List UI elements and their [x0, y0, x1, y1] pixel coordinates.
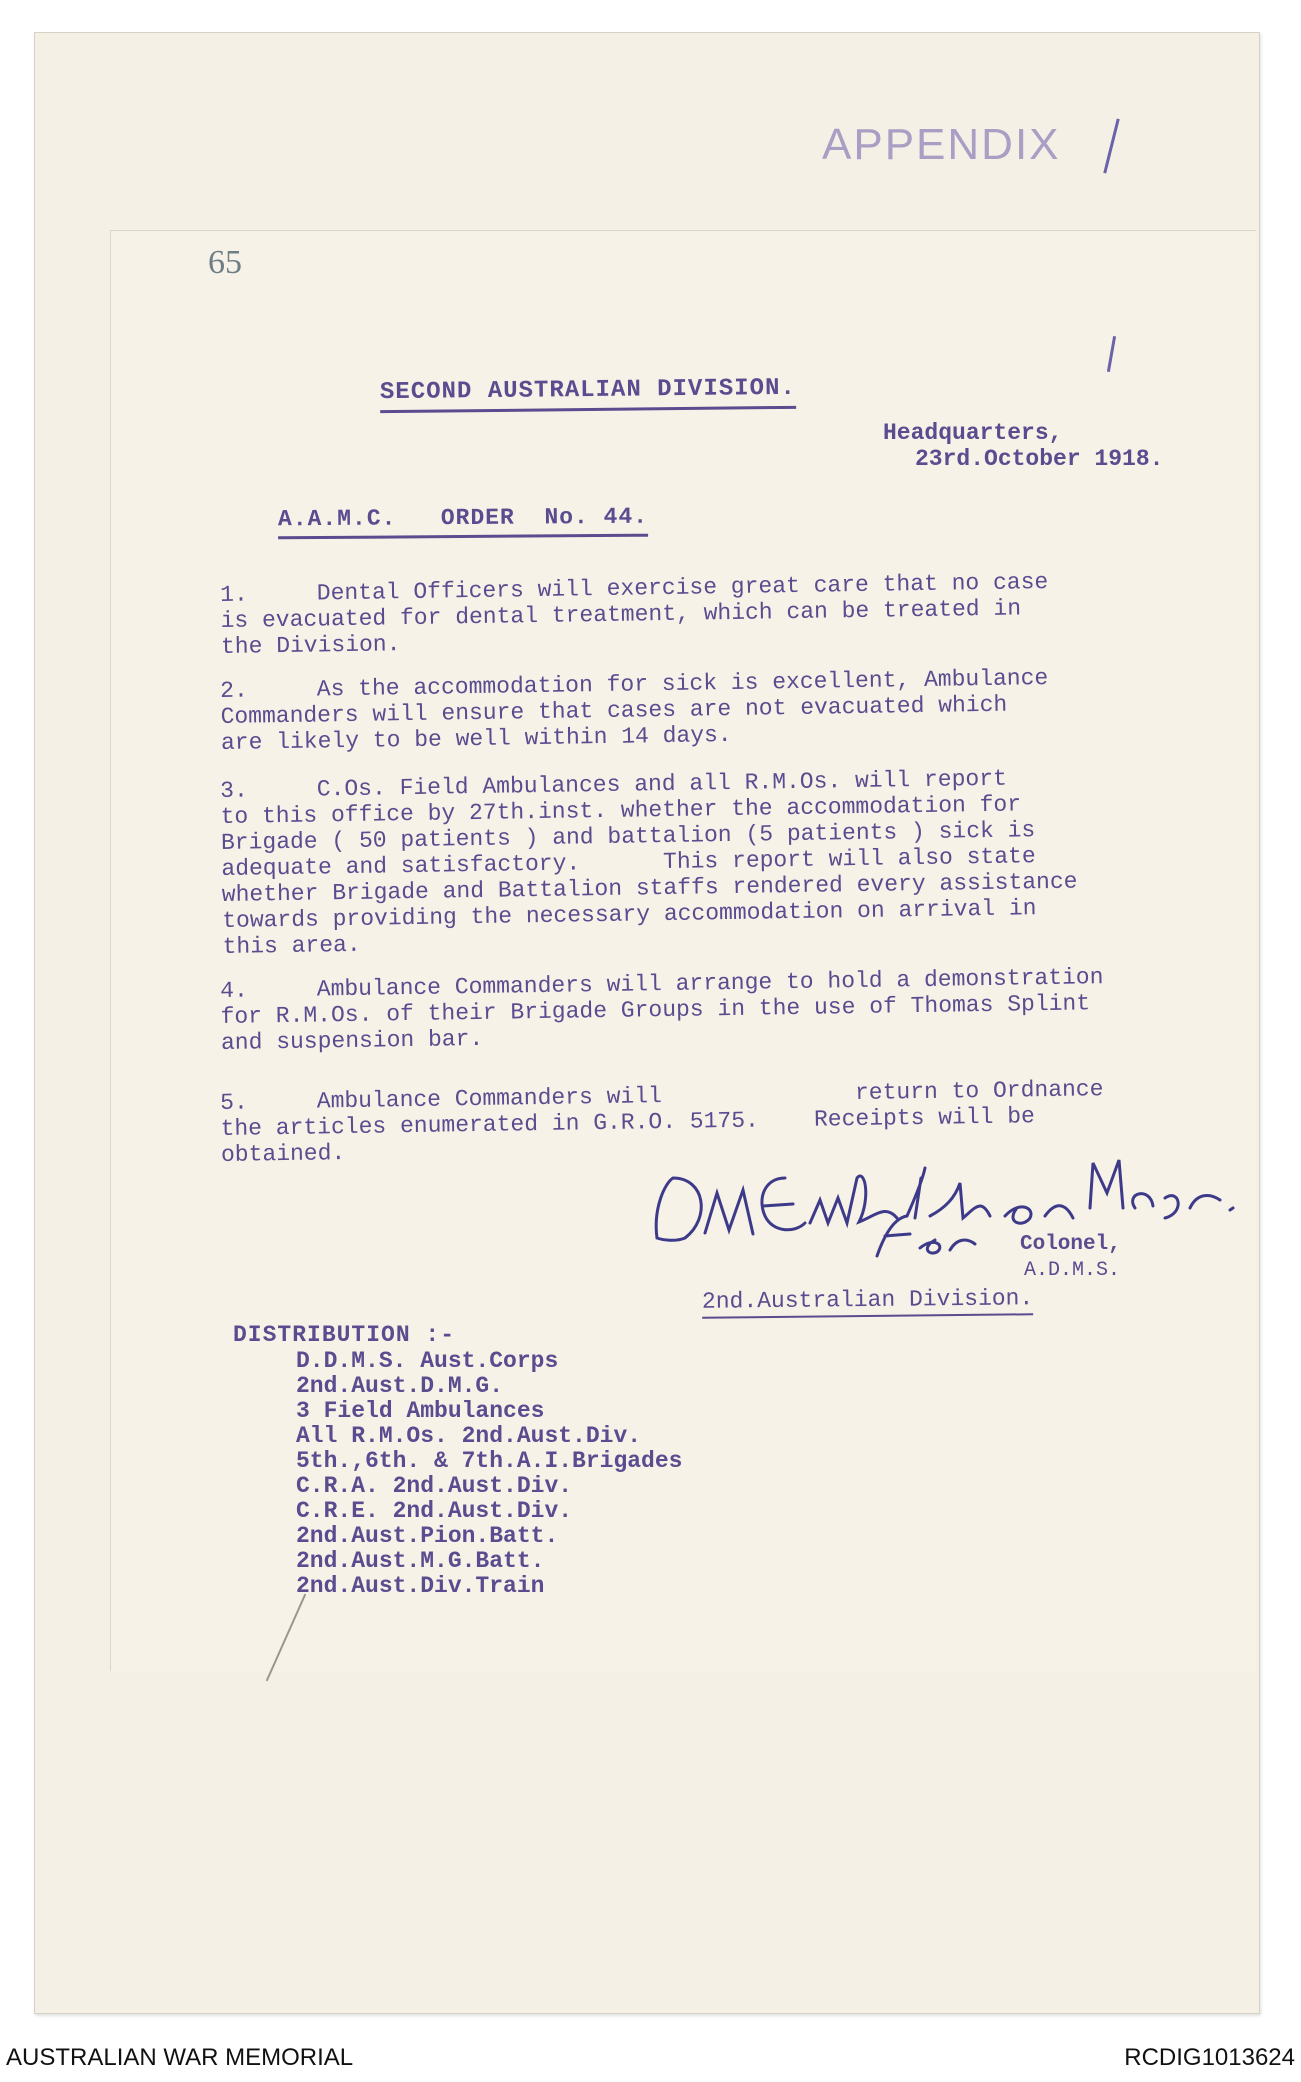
order-title: A.A.M.C. ORDER No. 44. [278, 504, 648, 540]
document-date: 23rd.October 1918. [915, 446, 1164, 472]
signatory-role: A.D.M.S. [1024, 1259, 1121, 1282]
footer-record-id: RCDIG1013624 [1124, 2044, 1295, 2071]
headquarters-block [883, 420, 1163, 472]
list-item: All R.M.Os. 2nd.Aust.Div. [296, 1423, 642, 1449]
distribution-list [296, 1349, 682, 1599]
list-item: 5th.,6th. & 7th.A.I.Brigades [296, 1448, 683, 1474]
list-item: 2nd.Aust.D.M.G. [296, 1373, 504, 1399]
list-item: 2nd.Aust.Div.Train [296, 1573, 545, 1599]
paragraph-1: 1. Dental Officers will exercise great care that no case is evacuated for dental treatment, which can be treated in the Division. [220, 568, 1049, 660]
handwritten-signature [645, 1138, 1245, 1258]
folio-number: 65 [208, 244, 242, 281]
list-item: 2nd.Aust.M.G.Batt. [296, 1548, 545, 1574]
signatory-division: 2nd.Australian Division. [702, 1285, 1034, 1318]
list-item: C.R.A. 2nd.Aust.Div. [296, 1473, 573, 1499]
headquarters-place: Headquarters, [883, 420, 1063, 446]
appendix-stamp: APPENDIX [822, 120, 1061, 169]
paragraph-2: 2. As the accommodation for sick is excellent, Ambulance Commanders will ensure that cases are not evacuated which are likely to be well within 14 days. [220, 664, 1049, 756]
paragraph-5: 5. Ambulance Commanders will return to Ordnance the articles enumerated in G.R.O. 5175. Receipts will be obtained. [220, 1076, 1104, 1168]
footer-source: AUSTRALIAN WAR MEMORIAL [6, 2044, 354, 2071]
distribution-title: DISTRIBUTION :- [233, 1322, 456, 1348]
paragraph-4: 4. Ambulance Commanders will arrange to hold a demonstration for R.M.Os. of their Brigade Groups in the use of Thomas Splint and suspension bar. [220, 964, 1104, 1056]
signatory-title: Colonel, [1020, 1233, 1121, 1256]
paragraph-3: 3. C.Os. Field Ambulances and all R.M.Os. will report to this office by 27th.inst. whether the accommodation for Brigade ( 50 patients ) and battalion (5 patients ) sick is adequate and satisfactory. This report will also state whether Brigade and Battalion staffs rendered every assistance towards providing the necessary accommodation on arrival in this area. [220, 765, 1078, 960]
list-item: C.R.E. 2nd.Aust.Div. [296, 1498, 573, 1524]
list-item: 2nd.Aust.Pion.Batt. [296, 1523, 559, 1549]
list-item: D.D.M.S. Aust.Corps [296, 1348, 559, 1374]
document-heading: SECOND AUSTRALIAN DIVISION. [380, 376, 796, 413]
list-item: 3 Field Ambulances [296, 1398, 545, 1424]
